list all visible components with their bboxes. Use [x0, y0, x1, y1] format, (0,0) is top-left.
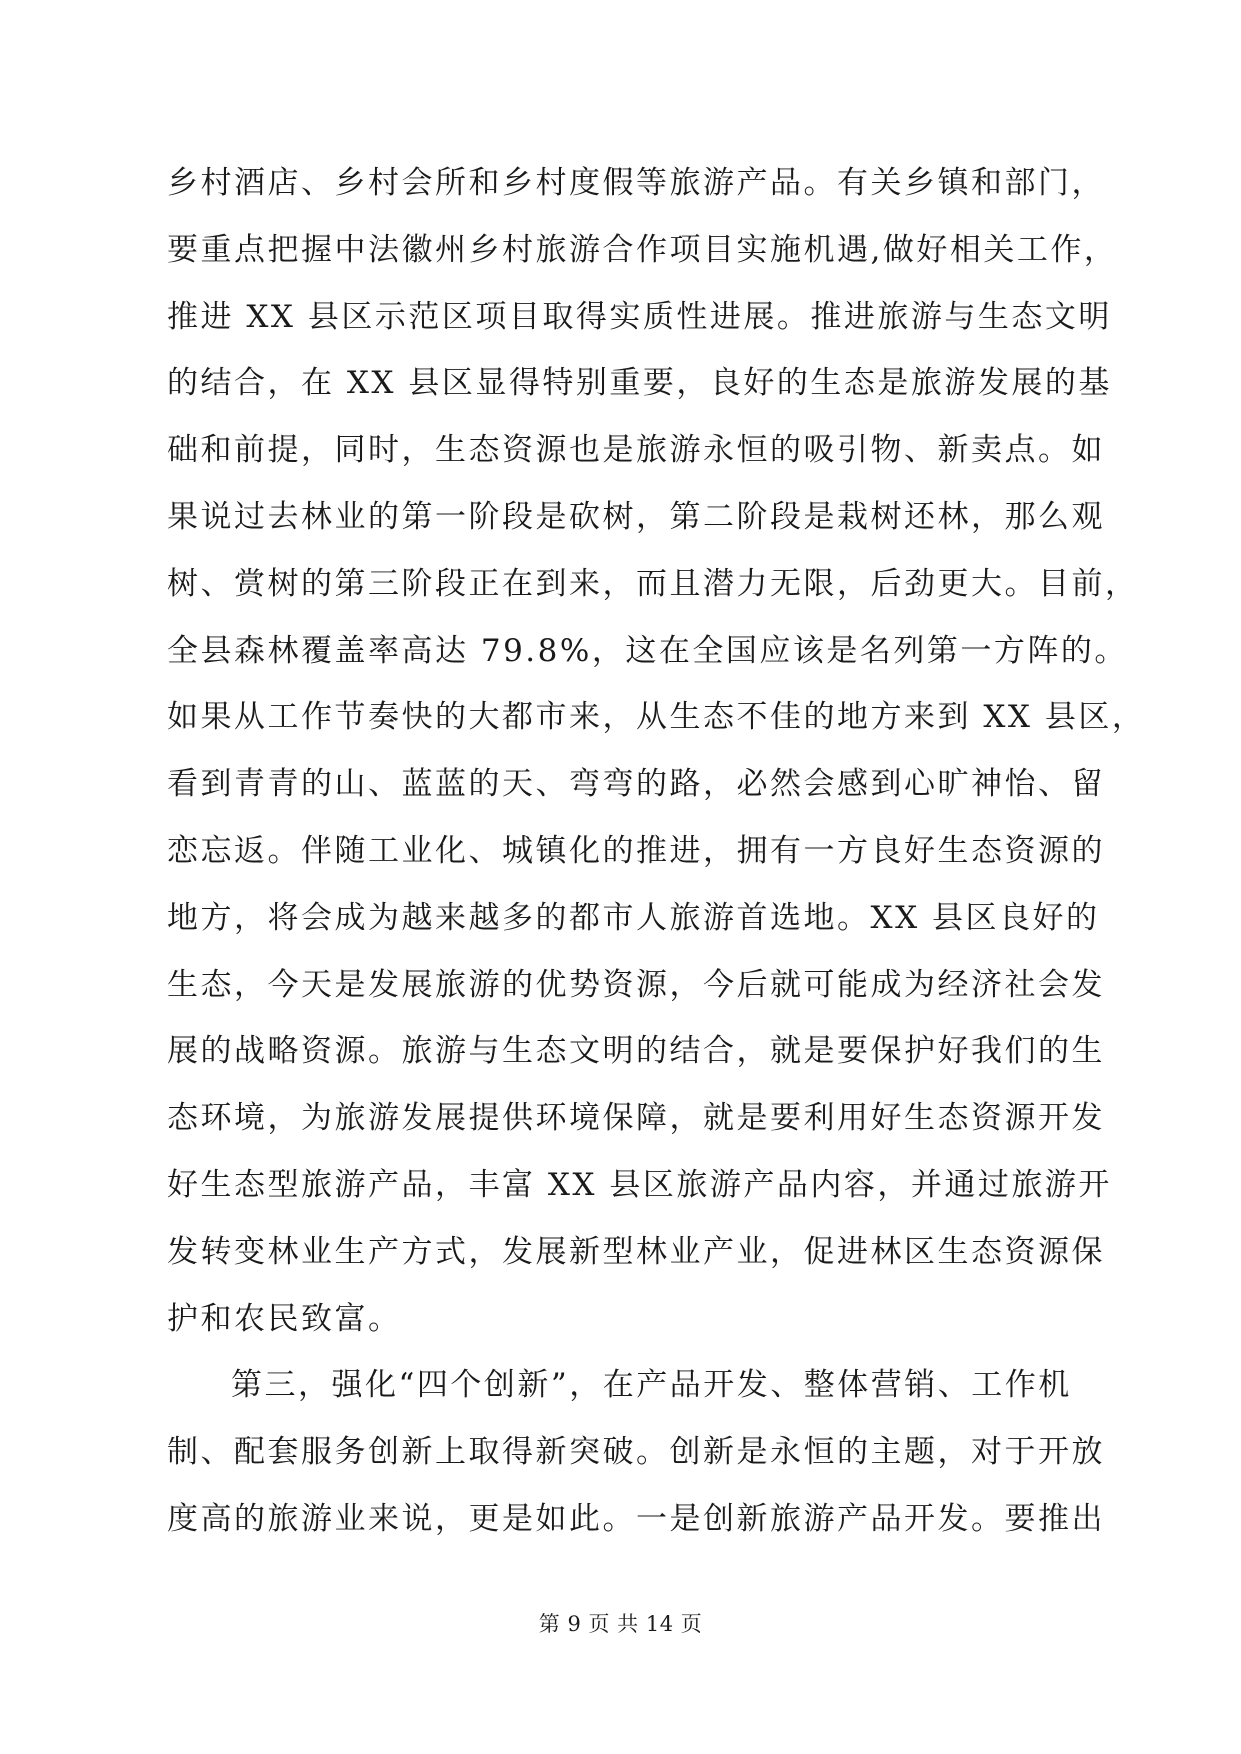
text-line: 态环境，为旅游发展提供环境保障，就是要利用好生态资源开发 — [167, 1100, 1105, 1137]
paragraph-start-line: 第三，强化“四个创新”，在产品开发、整体营销、工作机 — [231, 1367, 1072, 1404]
text-line: 恋忘返。伴随工业化、城镇化的推进，拥有一方良好生态资源的 — [167, 832, 1105, 869]
text-line: 地方，将会成为越来越多的都市人旅游首选地。XX 县区良好的 — [167, 899, 1100, 936]
text-line: 看到青青的山、蓝蓝的天、弯弯的路，必然会感到心旷神怡、留 — [167, 766, 1105, 803]
text-line: 制、配套服务创新上取得新突破。创新是永恒的主题，对于开放 — [167, 1434, 1105, 1471]
text-line: 全县森林覆盖率高达 79.8%，这在全国应该是名列第一方阵的。 — [167, 632, 1128, 669]
text-line: 度高的旅游业来说，更是如此。一是创新旅游产品开发。要推出 — [167, 1500, 1105, 1537]
text-line: 如果从工作节奏快的大都市来，从生态不佳的地方来到 XX 县区， — [167, 699, 1146, 736]
text-line: 果说过去林业的第一阶段是砍树，第二阶段是栽树还林，那么观 — [167, 498, 1105, 535]
text-line: 推进 XX 县区示范区项目取得实质性进展。推进旅游与生态文明 — [167, 298, 1112, 335]
text-line: 乡村酒店、乡村会所和乡村度假等旅游产品。有关乡镇和部门， — [167, 165, 1105, 201]
text-line: 好生态型旅游产品，丰富 XX 县区旅游产品内容，并通过旅游开 — [167, 1166, 1112, 1203]
text-line: 要重点把握中法徽州乡村旅游合作项目实施机遇,做好相关工作， — [167, 231, 1118, 268]
text-line: 护和农民致富。 — [167, 1300, 402, 1337]
page-number-footer: 第 9 页 共 14 页 — [538, 1612, 703, 1636]
text-line: 础和前提，同时，生态资源也是旅游永恒的吸引物、新卖点。如 — [167, 432, 1105, 469]
text-line: 树、赏树的第三阶段正在到来，而且潜力无限，后劲更大。目前， — [167, 565, 1139, 602]
text-line: 发转变林业生产方式，发展新型林业产业，促进林区生态资源保 — [167, 1233, 1105, 1270]
text-line: 生态，今天是发展旅游的优势资源，今后就可能成为经济社会发 — [167, 966, 1105, 1003]
text-line: 展的战略资源。旅游与生态文明的结合，就是要保护好我们的生 — [167, 1033, 1105, 1070]
body-text — [167, 150, 1146, 1553]
text-line: 的结合，在 XX 县区显得特别重要，良好的生态是旅游发展的基 — [167, 365, 1112, 402]
